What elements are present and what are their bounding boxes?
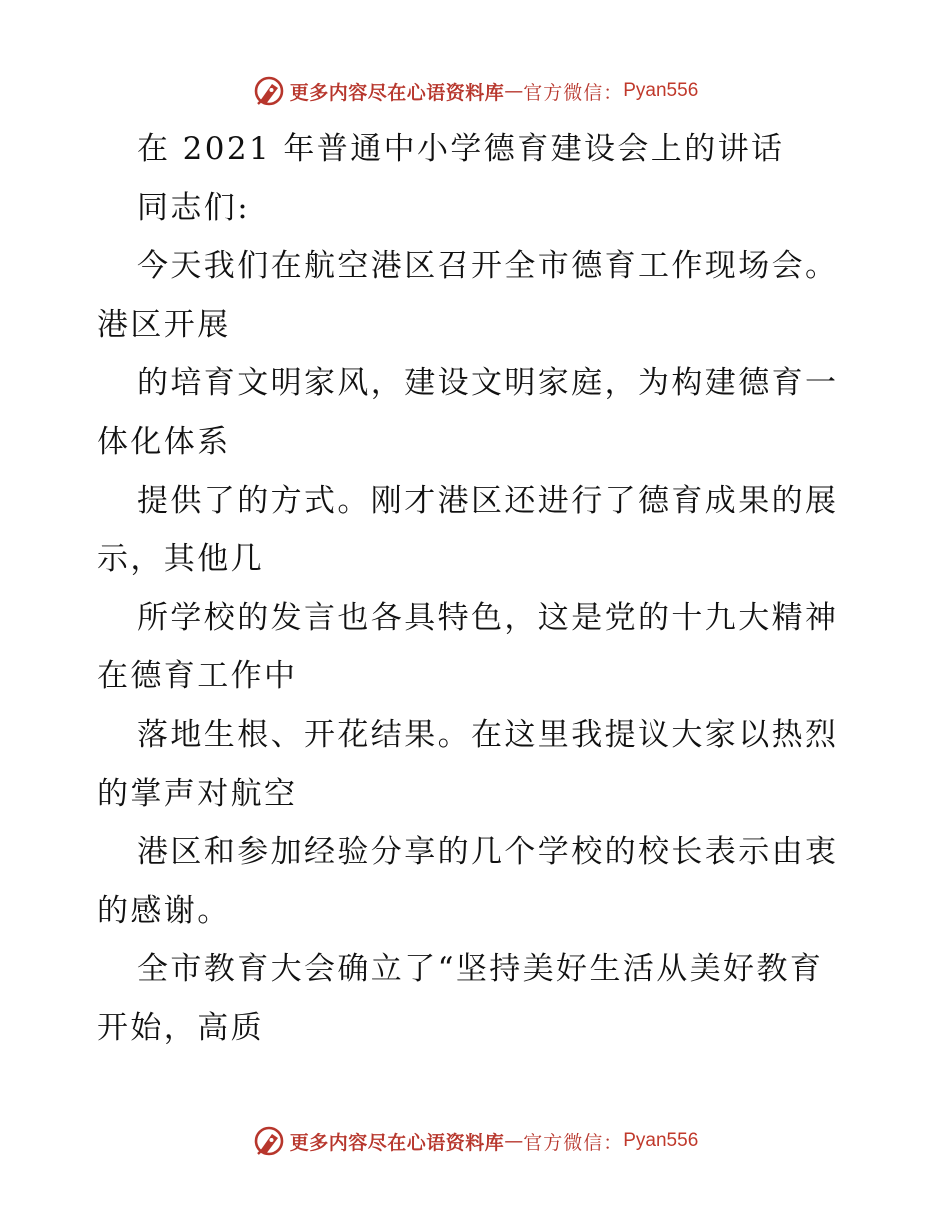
text-line: 的掌声对航空 [97, 775, 298, 812]
pen-nib-logo-icon [252, 1124, 286, 1158]
text-line: 所学校的发言也各具特色，这是党的十九大精神 [137, 599, 839, 636]
footer-watermark-banner [0, 1121, 950, 1161]
banner-wechat-label: 官方微信： [523, 1131, 624, 1154]
banner-wechat-id: Pyan556 [623, 80, 699, 101]
banner-separator: — [504, 1130, 524, 1152]
banner-main-text: 更多内容尽在心语资料库 [289, 81, 505, 104]
text-line: 全市教育大会确立了“坚持美好生活从美好教育 [137, 951, 824, 988]
text-line: 示，其他几 [97, 541, 264, 578]
document-body [97, 120, 857, 1058]
text-line: 的感谢。 [97, 892, 231, 929]
text-line: 今天我们在航空港区召开全市德育工作现场会。 [137, 248, 839, 285]
banner-main-text: 更多内容尽在心语资料库 [289, 1131, 505, 1154]
text-line: 港区开展 [97, 306, 231, 343]
text-line: 港区和参加经验分享的几个学校的校长表示由衷 [137, 834, 839, 871]
text-line: 体化体系 [97, 423, 231, 460]
banner-wechat-id: Pyan556 [623, 1130, 699, 1151]
text-line: 在德育工作中 [97, 658, 298, 695]
header-watermark-banner [0, 71, 950, 111]
pen-nib-logo-icon [252, 74, 286, 108]
text-line: 的培育文明家风，建设文明家庭，为构建德育一 [137, 365, 839, 402]
text-line: 落地生根、开花结果。在这里我提议大家以热烈 [137, 716, 839, 753]
banner-wechat-label: 官方微信： [523, 81, 624, 104]
text-line: 提供了的方式。刚才港区还进行了德育成果的展 [137, 482, 839, 519]
text-line: 开始，高质 [97, 1009, 264, 1046]
document-title: 在 2021 年普通中小学德育建设会上的讲话 [137, 131, 785, 167]
text-line: 同志们: [137, 189, 251, 226]
banner-separator: — [504, 80, 524, 102]
